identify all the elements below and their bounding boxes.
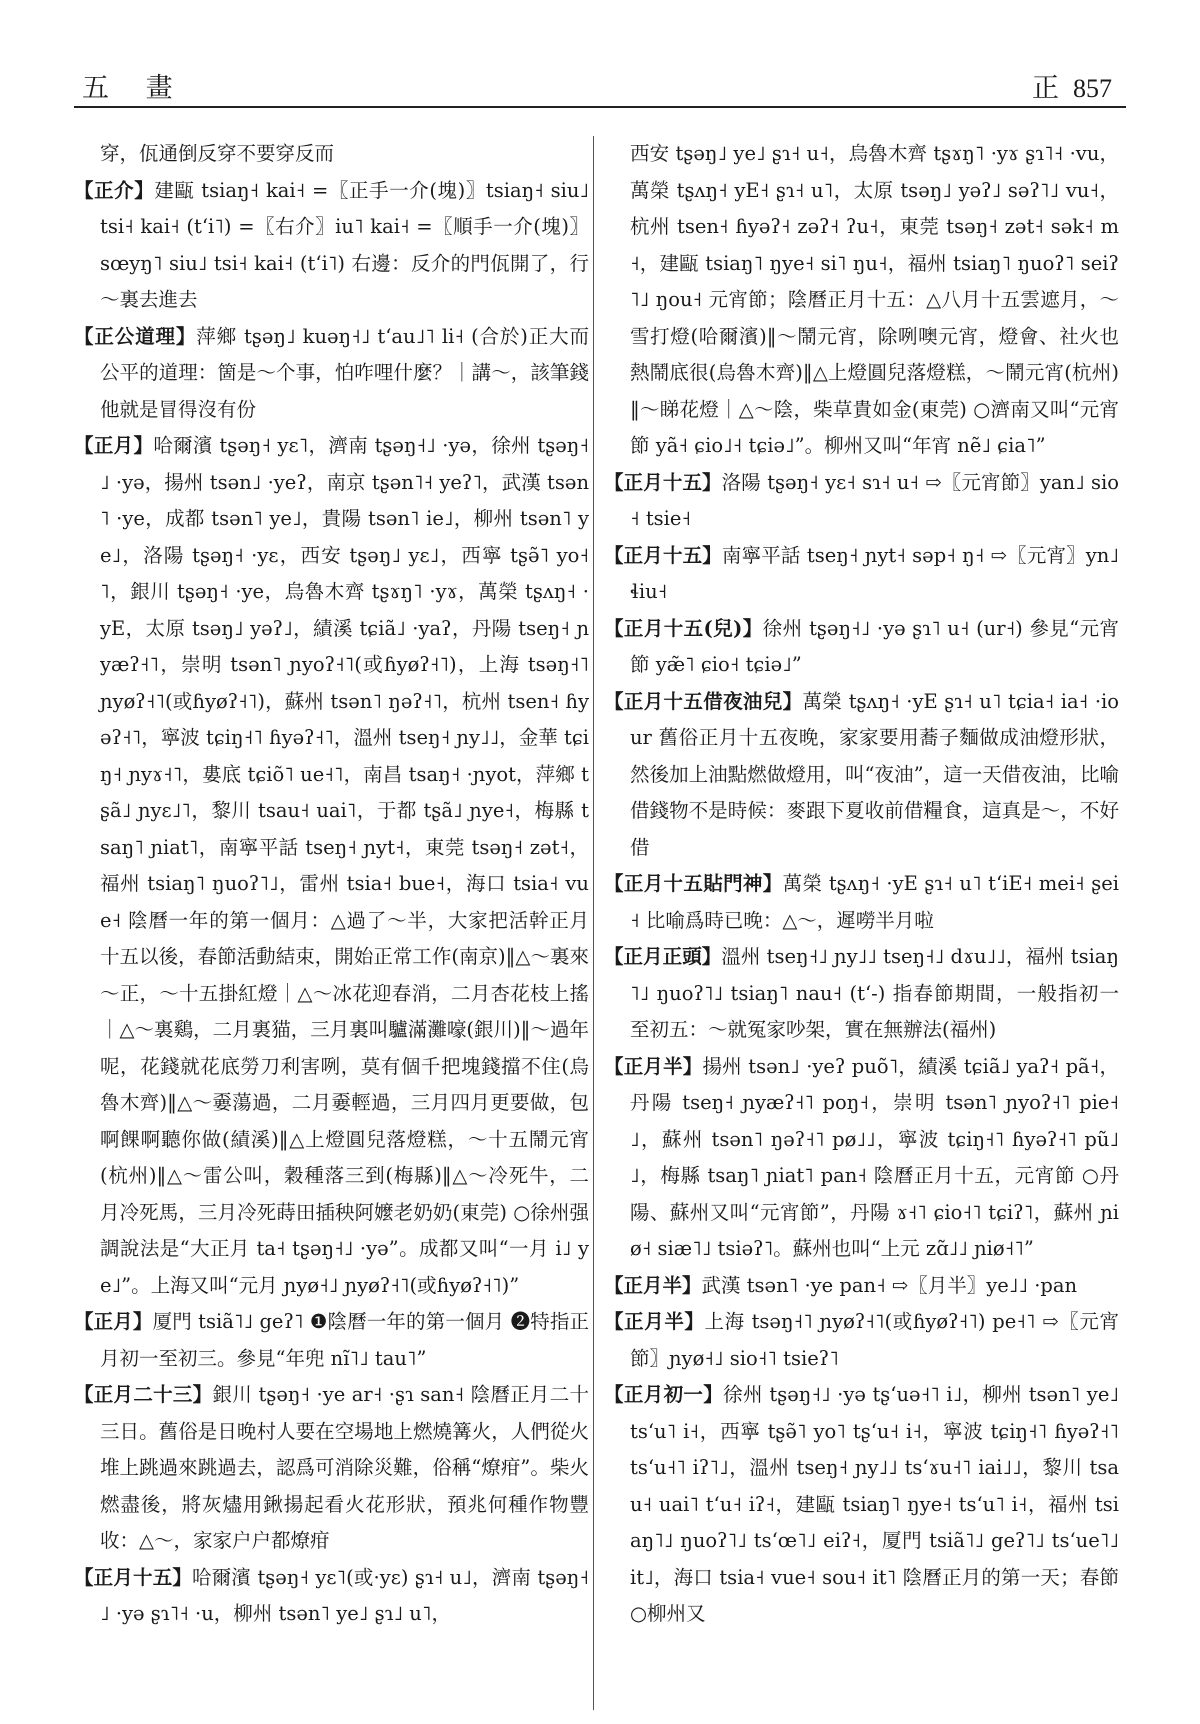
dictionary-entry xyxy=(604,1268,1119,1305)
entry-headword: 【正月十五】 xyxy=(604,470,722,494)
entry-text: 南寧平話 tseŋ˧ ɲyt˧ səp˧ ŋ˧ ⇨〖元宵〗yn˩ ɬiu˧ xyxy=(630,543,1119,603)
entry-headword: 【正月十五貼門神】 xyxy=(604,872,783,895)
page-header xyxy=(74,64,1126,104)
entry-text: 溫州 tseŋ˧˩ ɲy˩˩ tseŋ˧˩ dɤu˩˩，福州 tsiaŋ˥˩ ŋuoʔ˥˩ tsiaŋ˥ nau˧ (tʻ-) 指春節期間，一般指初一至初五：～就冤家吵架，實在無辦法(福州) xyxy=(630,945,1119,1041)
dictionary-entry xyxy=(74,1377,589,1560)
dictionary-entry xyxy=(604,611,1119,684)
entry-headword: 【正公道理】 xyxy=(74,324,197,348)
entry-headword: 【正介】 xyxy=(74,178,155,202)
dictionary-entry xyxy=(74,1560,589,1633)
entry-continuation xyxy=(604,136,1119,465)
right-column xyxy=(604,136,1119,1716)
entry-text: 哈爾濱 tʂəŋ˧ yɛ˥(或·yɛ) ʂɿ˧ u˩，濟南 tʂəŋ˧˩ ·yə ʂɿ˥˧ ·u，柳州 tsən˥ ye˩ ʂɿ˩ u˥， xyxy=(100,1565,589,1625)
dictionary-entry xyxy=(604,939,1119,1049)
entry-headword: 【正月十五】 xyxy=(604,543,722,567)
left-column xyxy=(74,136,589,1716)
header-rule xyxy=(74,106,1126,108)
dictionary-entry xyxy=(74,428,589,1304)
dictionary-entry xyxy=(604,465,1119,538)
page-running-head xyxy=(1032,66,1112,105)
dictionary-entry xyxy=(604,538,1119,611)
entry-text: 上海 tsəŋ˧˥ ɲyøʔ˧˥(或ɦyøʔ˧˥) pe˧˥ ⇨〖元宵節〗ɲyø˧˩ sio˧˥ tsieʔ˥ xyxy=(630,1310,1119,1370)
entry-text: 徐州 tʂəŋ˧˩ ·yə ʂɿ˥ u˧ (ur˧) 參見“元宵節 yæ̃˥ ɕio˧ tɕiə˩” xyxy=(630,616,1119,676)
entry-text: 揚州 tsən˩ ·yeʔ puõ˥，績溪 tɕiã˩ yaʔ˧ pã˧，丹陽 tseŋ˧ ɲyæʔ˧˥ poŋ˧，崇明 tsən˥ ɲyoʔ˧˥ pie˧˩，蘇州 tsən˥ ŋəʔ˧˥ pø˩˩，寧波 tɕiŋ˧˥ ɦyəʔ˧˥ pũ˩˩，梅縣 tsaŋ˥ ɲiat˥ pan˧ 陰曆正月十五，元宵節 ○丹陽、蘇州又叫“元宵節”，丹陽 ɤ˧˥ ɕio˧˥ tɕiʔ˥，蘇州 ɲiø˧ siæ˥˩ tsiəʔ˥。蘇州也叫“上元 zɑ̃˩˩ ɲiø˧˥” xyxy=(630,1054,1119,1260)
entry-text: 哈爾濱 tʂəŋ˧ yɛ˥，濟南 tʂəŋ˧˩ ·yə，徐州 tʂəŋ˧˩ ·yə，揚州 tsən˩ ·yeʔ，南京 tʂən˥˧ yeʔ˥，武漢 tsən˥ ·ye，成都 tsən˥ ye˩，貴陽 tsən˥ ie˩，柳州 tsən˥ ye˩，洛陽 tʂəŋ˧ ·yɛ，西安 tʂəŋ˩ yɛ˩，西寧 tʂə̃˥ yo˧˥，銀川 tʂəŋ˧ ·ye，烏魯木齊 tʂɤŋ˥ ·yɤ，萬榮 tʂʌŋ˧ ·yE，太原 tsəŋ˩ yəʔ˩，績溪 tɕiã˩ ·yaʔ，丹陽 tseŋ˧ ɲyæʔ˧˥，崇明 tsən˥ ɲyoʔ˧˥(或ɦyøʔ˧˥)，上海 tsəŋ˧˥ ɲyøʔ˧˥(或ɦyøʔ˧˥)，蘇州 tsən˥ ŋəʔ˧˥，杭州 tsen˧ ɦyəʔ˧˥，寧波 tɕiŋ˧˥ ɦyəʔ˧˥，溫州 tseŋ˧ ɲy˩˩，金華 tɕiŋ˧ ɲyɤ˧˥，婁底 tɕiõ˥ ue˧˥，南昌 tsaŋ˧ ·ɲyot，萍鄉 tʂã˩ ɲyɛ˩˥，黎川 tsau˧ uai˥，于都 tʂã˩ ɲye˧，梅縣 tsaŋ˥ ɲiat˥，南寧平話 tseŋ˧ ɲyt˧，東莞 tsəŋ˧ zət˧，福州 tsiaŋ˥ ŋuoʔ˥˩，雷州 tsia˧ bue˧，海口 tsia˧ vue˧ 陰曆一年的第一個月：△過了～半，大家把活幹正月十五以後，春節活動結束，開始正常工作(南京)‖△～裏來～正，～十五掛紅燈｜△～冰花迎春消，二月杏花枝上搖｜△～裏鷄，二月裏猫，三月裏叫驢滿灘嚎(銀川)‖～過年呢，花錢就花底勞刀利害咧，莫有個千把塊錢擋不住(烏魯木齊)‖△～嫑蕩過，二月嫑輕過，三月四月更要做，包啊餜啊聽你做(績溪)‖△上燈圓兒落燈糕，～十五鬧元宵(杭州)‖△～雷公叫，穀種落三到(梅縣)‖△～冷死牛，二月冷死馬，三月冷死蒔田插秧阿嬤老奶奶(東莞) ○徐州强調說法是“大正月 ta˧ tʂəŋ˧˩ ·yə”。成都又叫“一月 i˩ ye˩”。上海又叫“元月 ɲyø˧˩ ɲyøʔ˧˥(或ɦyøʔ˧˥)” xyxy=(100,434,589,1297)
column-divider xyxy=(593,136,594,1710)
entry-headword: 【正月半】 xyxy=(604,1273,702,1297)
entry-headword: 【正月正頭】 xyxy=(604,945,722,968)
dictionary-entry xyxy=(74,1304,589,1377)
entry-headword: 【正月初一】 xyxy=(604,1383,724,1406)
dictionary-entry xyxy=(604,1377,1119,1633)
entry-text: 萍鄉 tʂəŋ˩ kuəŋ˧˩ tʻau˩˥ li˧ (合於)正大而公平的道理：箇是～个事，怕咋哩什麼？｜講～，該筆錢他就是冒得沒有份 xyxy=(100,324,589,421)
entry-headword: 【正月十五借夜油兒】 xyxy=(604,689,803,713)
page-number: 857 xyxy=(1073,74,1112,103)
entry-text: 西安 tʂəŋ˩ ye˩ ʂɿ˧ u˧，烏魯木齊 tʂɤŋ˥ ·yɤ ʂɿ˥˧ ·vu，萬榮 tʂʌŋ˧ yE˧ ʂɿ˧ u˥，太原 tsəŋ˩ yəʔ˩ səʔ˥˩ vu˧，杭州 tsen˧ ɦyəʔ˧ zəʔ˧ ʔu˧，東莞 tsəŋ˧ zət˧ sək˧ m˧，建甌 tsiaŋ˥ ŋye˧ si˥ ŋu˧，福州 tsiaŋ˥ ŋuoʔ˥ seiʔ˥˩ ŋou˧ 元宵節；陰曆正月十五：△八月十五雲遮月，～雪打燈(哈爾濱)‖～鬧元宵，除咧噢元宵，燈會、社火也熱鬧底很(烏魯木齊)‖△上燈圓兒落燈糕，～鬧元宵(杭州)‖～睇花燈｜△～陰，柴草貴如金(東莞) ○濟南又叫“元宵節 yã˧ ɕio˩˧ tɕiə˩”。柳州又叫“年宵 nẽ˩ ɕia˥” xyxy=(630,142,1119,457)
entry-headword: 【正月二十三】 xyxy=(74,1383,213,1406)
entry-text: 萬榮 tʂʌŋ˧ ·yE ʂɿ˧ u˥ tɕia˧ ia˧ ·iour 舊俗正月十五夜晚，家家要用蕎子麵做成油燈形狀，然後加上油點燃做燈用，叫“夜油”，這一天借夜油，比喻借錢物不是時候：麥跟下夏收前借糧食，這真是～，不好借 xyxy=(630,689,1119,859)
entry-headword: 【正月半】 xyxy=(604,1310,705,1333)
entry-text: 銀川 tʂəŋ˧ ·ye ar˧ ·ʂɿ san˧ 陰曆正月二十三日。舊俗是日晚村人要在空場地上燃燒篝火，人們從火堆上跳過來跳過去，認爲可消除災難，俗稱“燎疳”。柴火燃盡後，將灰燼用鍬揚起看火花形狀，預兆何種作物豐收：△～，家家户户都燎疳 xyxy=(100,1383,589,1552)
entry-text: 徐州 tʂəŋ˧˩ ·yə tʂʻuə˧˥ i˩，柳州 tsən˥ ye˩ tsʻu˥ i˧，西寧 tʂə̃˥ yo˥ tʂʻu˧ i˧，寧波 tɕiŋ˧˥ ɦyəʔ˧˥ tsʻu˧˥ iʔ˥˩，溫州 tseŋ˧ ɲy˩˩ tsʻɤu˧˥ iai˩˩，黎川 tsau˧ uai˥ tʻu˧ iʔ˧，建甌 tsiaŋ˥ ŋye˧ tsʻu˥ i˧，福州 tsiaŋ˥˩ ŋuoʔ˥˩ tsʻœ˥˩ eiʔ˧，厦門 tsiã˥˩ geʔ˥˩ tsʻue˥˩ it˩，海口 tsia˧ vue˧ sou˧ it˥ 陰曆正月的第一天；春節 ○柳州又 xyxy=(630,1383,1119,1625)
entry-text: 萬榮 tʂʌŋ˧ ·yE ʂɿ˧ u˥ tʻiE˧ mei˧ ʂei˧ 比喻爲時已晚：△～，遲嘮半月啦 xyxy=(630,872,1119,932)
dictionary-entry xyxy=(74,319,589,429)
entry-text: 厦門 tsiã˥˩ geʔ˥ ❶陰曆一年的第一個月 ❷特指正月初一至初三。參見“年兜 nĩ˥˩ tau˥” xyxy=(100,1310,589,1370)
dictionary-entry xyxy=(74,173,589,319)
entry-continuation xyxy=(74,136,589,173)
entry-headword: 【正月】 xyxy=(74,434,154,457)
section-title: 五 畫 xyxy=(82,73,187,104)
entry-headword: 【正月】 xyxy=(74,1310,153,1333)
dictionary-entry xyxy=(604,1049,1119,1268)
dictionary-entry xyxy=(604,684,1119,867)
entry-text: 穿，佤通倒反穿不要穿反而 xyxy=(100,142,335,165)
entry-text: 武漢 tsən˥ ·ye pan˧ ⇨〖月半〗ye˩˩ ·pan xyxy=(701,1273,1078,1297)
entry-headword: 【正月十五(兒)】 xyxy=(604,616,763,640)
entry-headword: 【正月半】 xyxy=(604,1054,703,1078)
dictionary-entry xyxy=(604,866,1119,939)
dictionary-entry xyxy=(604,1304,1119,1377)
entry-text: 建甌 tsiaŋ˧ kai˧ =〖正手一介(塊)〗tsiaŋ˧ siu˩ tsi˧ kai˧ (tʻi˥) =〖右介〗iu˥ kai˧ =〖順手一介(塊)〗sœyŋ˥ siu˩ tsi˧ kai˧ (tʻi˥) 右邊：反介的門佤開了，行～裏去進去 xyxy=(100,178,589,311)
entry-headword: 【正月十五】 xyxy=(74,1565,193,1589)
head-character: 正 xyxy=(1032,73,1059,104)
entry-text: 洛陽 tʂəŋ˧ yɛ˧ sɿ˧ u˧ ⇨〖元宵節〗yan˩ sio˧ tsie˧ xyxy=(630,470,1119,530)
